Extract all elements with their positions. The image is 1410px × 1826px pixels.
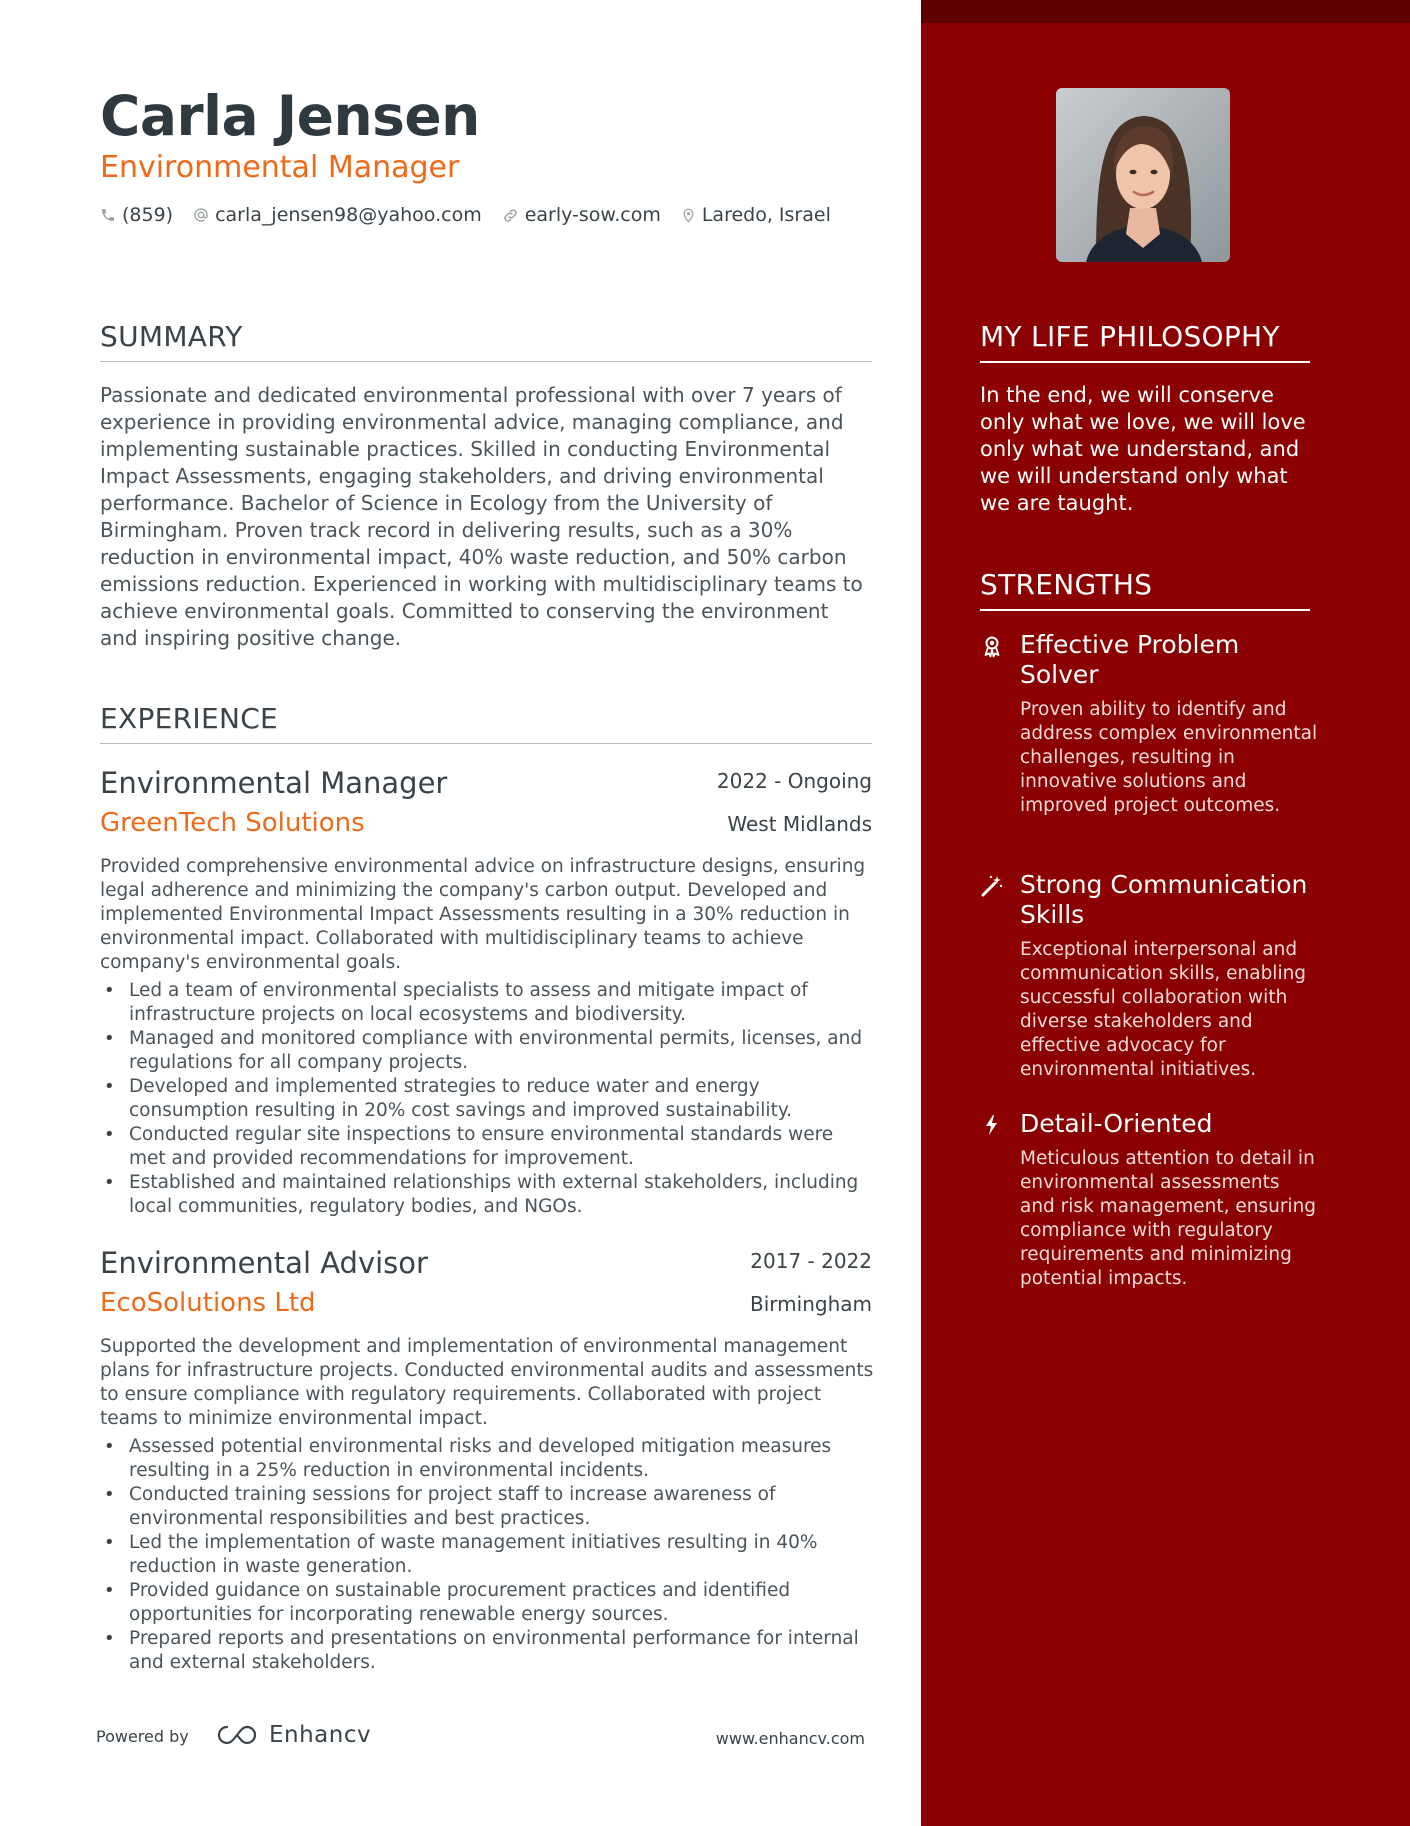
- magic-wand-icon: [980, 874, 1004, 898]
- footer-url[interactable]: www.enhancv.com: [715, 1729, 865, 1748]
- philosophy-text: In the end, we will conserve only what we love, we will love only what we understand, and we will understand only what we are taught.: [980, 383, 1306, 515]
- strength-description: Proven ability to identify and address complex environmental challenges, resulting in innovative solutions and improved project outcomes.: [1020, 699, 1318, 816]
- job-description: Supported the development and implementation of environmental management plans for infrastructure projects. Conducted environmental audits and assessments to ensure compliance with regulatory requirements. Collaborated with project teams to minimize environmental impact.: [100, 1336, 874, 1429]
- job-bullet: • Assessed potential environmental risks and developed mitigation measures resulting in a 25% reduction in environmental incidents.: [100, 1435, 875, 1483]
- job-dates: 2022 - Ongoing: [716, 769, 872, 793]
- philosophy-heading: MY LIFE PHILOSOPHY: [980, 320, 1310, 363]
- strength-title: Strong Communication Skills: [1020, 870, 1308, 929]
- strength-title: Detail-Oriented: [1020, 1109, 1213, 1138]
- contact-website-text[interactable]: early-sow.com: [524, 204, 661, 226]
- job-title: Environmental Manager: [100, 766, 448, 800]
- location-pin-icon: [681, 207, 696, 224]
- job-bullet: • Led the implementation of waste management initiatives resulting in 40% reduction in waste generation.: [100, 1531, 875, 1579]
- candidate-name: Carla Jensen: [100, 84, 480, 148]
- job-location: Birmingham: [750, 1292, 872, 1316]
- job-bullet: • Conducted regular site inspections to ensure environmental standards were met and provided recommendations for improvement.: [100, 1123, 875, 1171]
- summary-heading: SUMMARY: [100, 320, 872, 362]
- job-company: GreenTech Solutions: [100, 808, 365, 838]
- link-icon: [502, 207, 519, 224]
- sidebar: [921, 0, 1410, 1826]
- job-bullet: • Managed and monitored compliance with environmental permits, licenses, and regulations for all company projects.: [100, 1027, 875, 1075]
- contact-phone-text: (859): [122, 204, 174, 226]
- job-bullets: [100, 979, 875, 1219]
- award-ribbon-icon: [980, 634, 1004, 658]
- job-title: Environmental Advisor: [100, 1246, 428, 1280]
- summary-text: Passionate and dedicated environmental professional with over 7 years of experience in providing environmental advice, managing compliance, and implementing sustainable practices. Skilled in conducting Environmental Impact Assessments, engaging stakeholders, and driving environmental performance. Bachelor of Science in Ecology from the University of Birmingham. Proven track record in delivering results, such as a 30% reduction in environmental impact, 40% waste reduction, and 50% carbon emissions reduction. Experienced in working with multidisciplinary teams to achieve environmental goals. Committed to conserving the environment and inspiring positive change.: [100, 383, 863, 650]
- job-bullet: • Led a team of environmental specialists to assess and mitigate impact of infrastructure projects on local ecosystems and biodiversity.: [100, 979, 875, 1027]
- contact-email-text[interactable]: carla_jensen98@yahoo.com: [215, 204, 482, 226]
- profile-photo: [1056, 88, 1230, 262]
- contact-website[interactable]: [502, 204, 661, 226]
- experience-heading: EXPERIENCE: [100, 702, 872, 744]
- strength-description: Exceptional interpersonal and communication skills, enabling successful collaboration with diverse stakeholders and effective advocacy for environmental initiatives.: [1020, 939, 1307, 1080]
- strengths-heading: STRENGTHS: [980, 568, 1310, 611]
- enhancv-logo[interactable]: [215, 1722, 371, 1748]
- at-icon: [193, 207, 209, 223]
- job-description: Provided comprehensive environmental advice on infrastructure designs, ensuring legal adherence and minimizing the company's carbon output. Developed and implemented Environmental Impact Assessments resulting in a 30% reduction in environmental impact. Collaborated with multidisciplinary teams to achieve company's environmental goals.: [100, 856, 866, 973]
- contact-bar: [100, 202, 851, 228]
- contact-phone: [100, 204, 173, 226]
- profile-photo-illustration: [1056, 88, 1230, 262]
- strength-description: Meticulous attention to detail in environmental assessments and risk management, ensuring compliance with regulatory requirements and minimizing potential impacts.: [1020, 1148, 1317, 1289]
- sidebar-top-bar: [921, 0, 1410, 23]
- job-bullet: • Prepared reports and presentations on environmental performance for internal and external stakeholders.: [100, 1627, 875, 1675]
- enhancv-logo-icon: [215, 1723, 261, 1747]
- candidate-title: Environmental Manager: [100, 150, 460, 185]
- lightning-bolt-icon: [980, 1113, 1004, 1137]
- job-bullet: • Developed and implemented strategies to reduce water and energy consumption resulting in 20% cost savings and improved sustainability.: [100, 1075, 875, 1123]
- job-bullets: [100, 1435, 875, 1675]
- contact-location-text: Laredo, Israel: [701, 204, 831, 226]
- enhancv-logo-text: Enhancv: [269, 1722, 372, 1748]
- contact-email[interactable]: [193, 204, 482, 226]
- job-company: EcoSolutions Ltd: [100, 1288, 316, 1318]
- job-dates: 2017 - 2022: [750, 1249, 872, 1273]
- job-bullet: • Provided guidance on sustainable procurement practices and identified opportunities for incorporating renewable energy sources.: [100, 1579, 875, 1627]
- job-location: West Midlands: [727, 812, 872, 836]
- phone-icon: [100, 207, 116, 223]
- contact-location: [681, 204, 831, 226]
- job-bullet: • Established and maintained relationships with external stakeholders, including local communities, regulatory bodies, and NGOs.: [100, 1171, 875, 1219]
- footer-powered-by: Powered by: [96, 1727, 189, 1746]
- strength-title: Effective Problem Solver: [1020, 630, 1240, 689]
- job-bullet: • Conducted training sessions for project staff to increase awareness of environmental responsibilities and best practices.: [100, 1483, 875, 1531]
